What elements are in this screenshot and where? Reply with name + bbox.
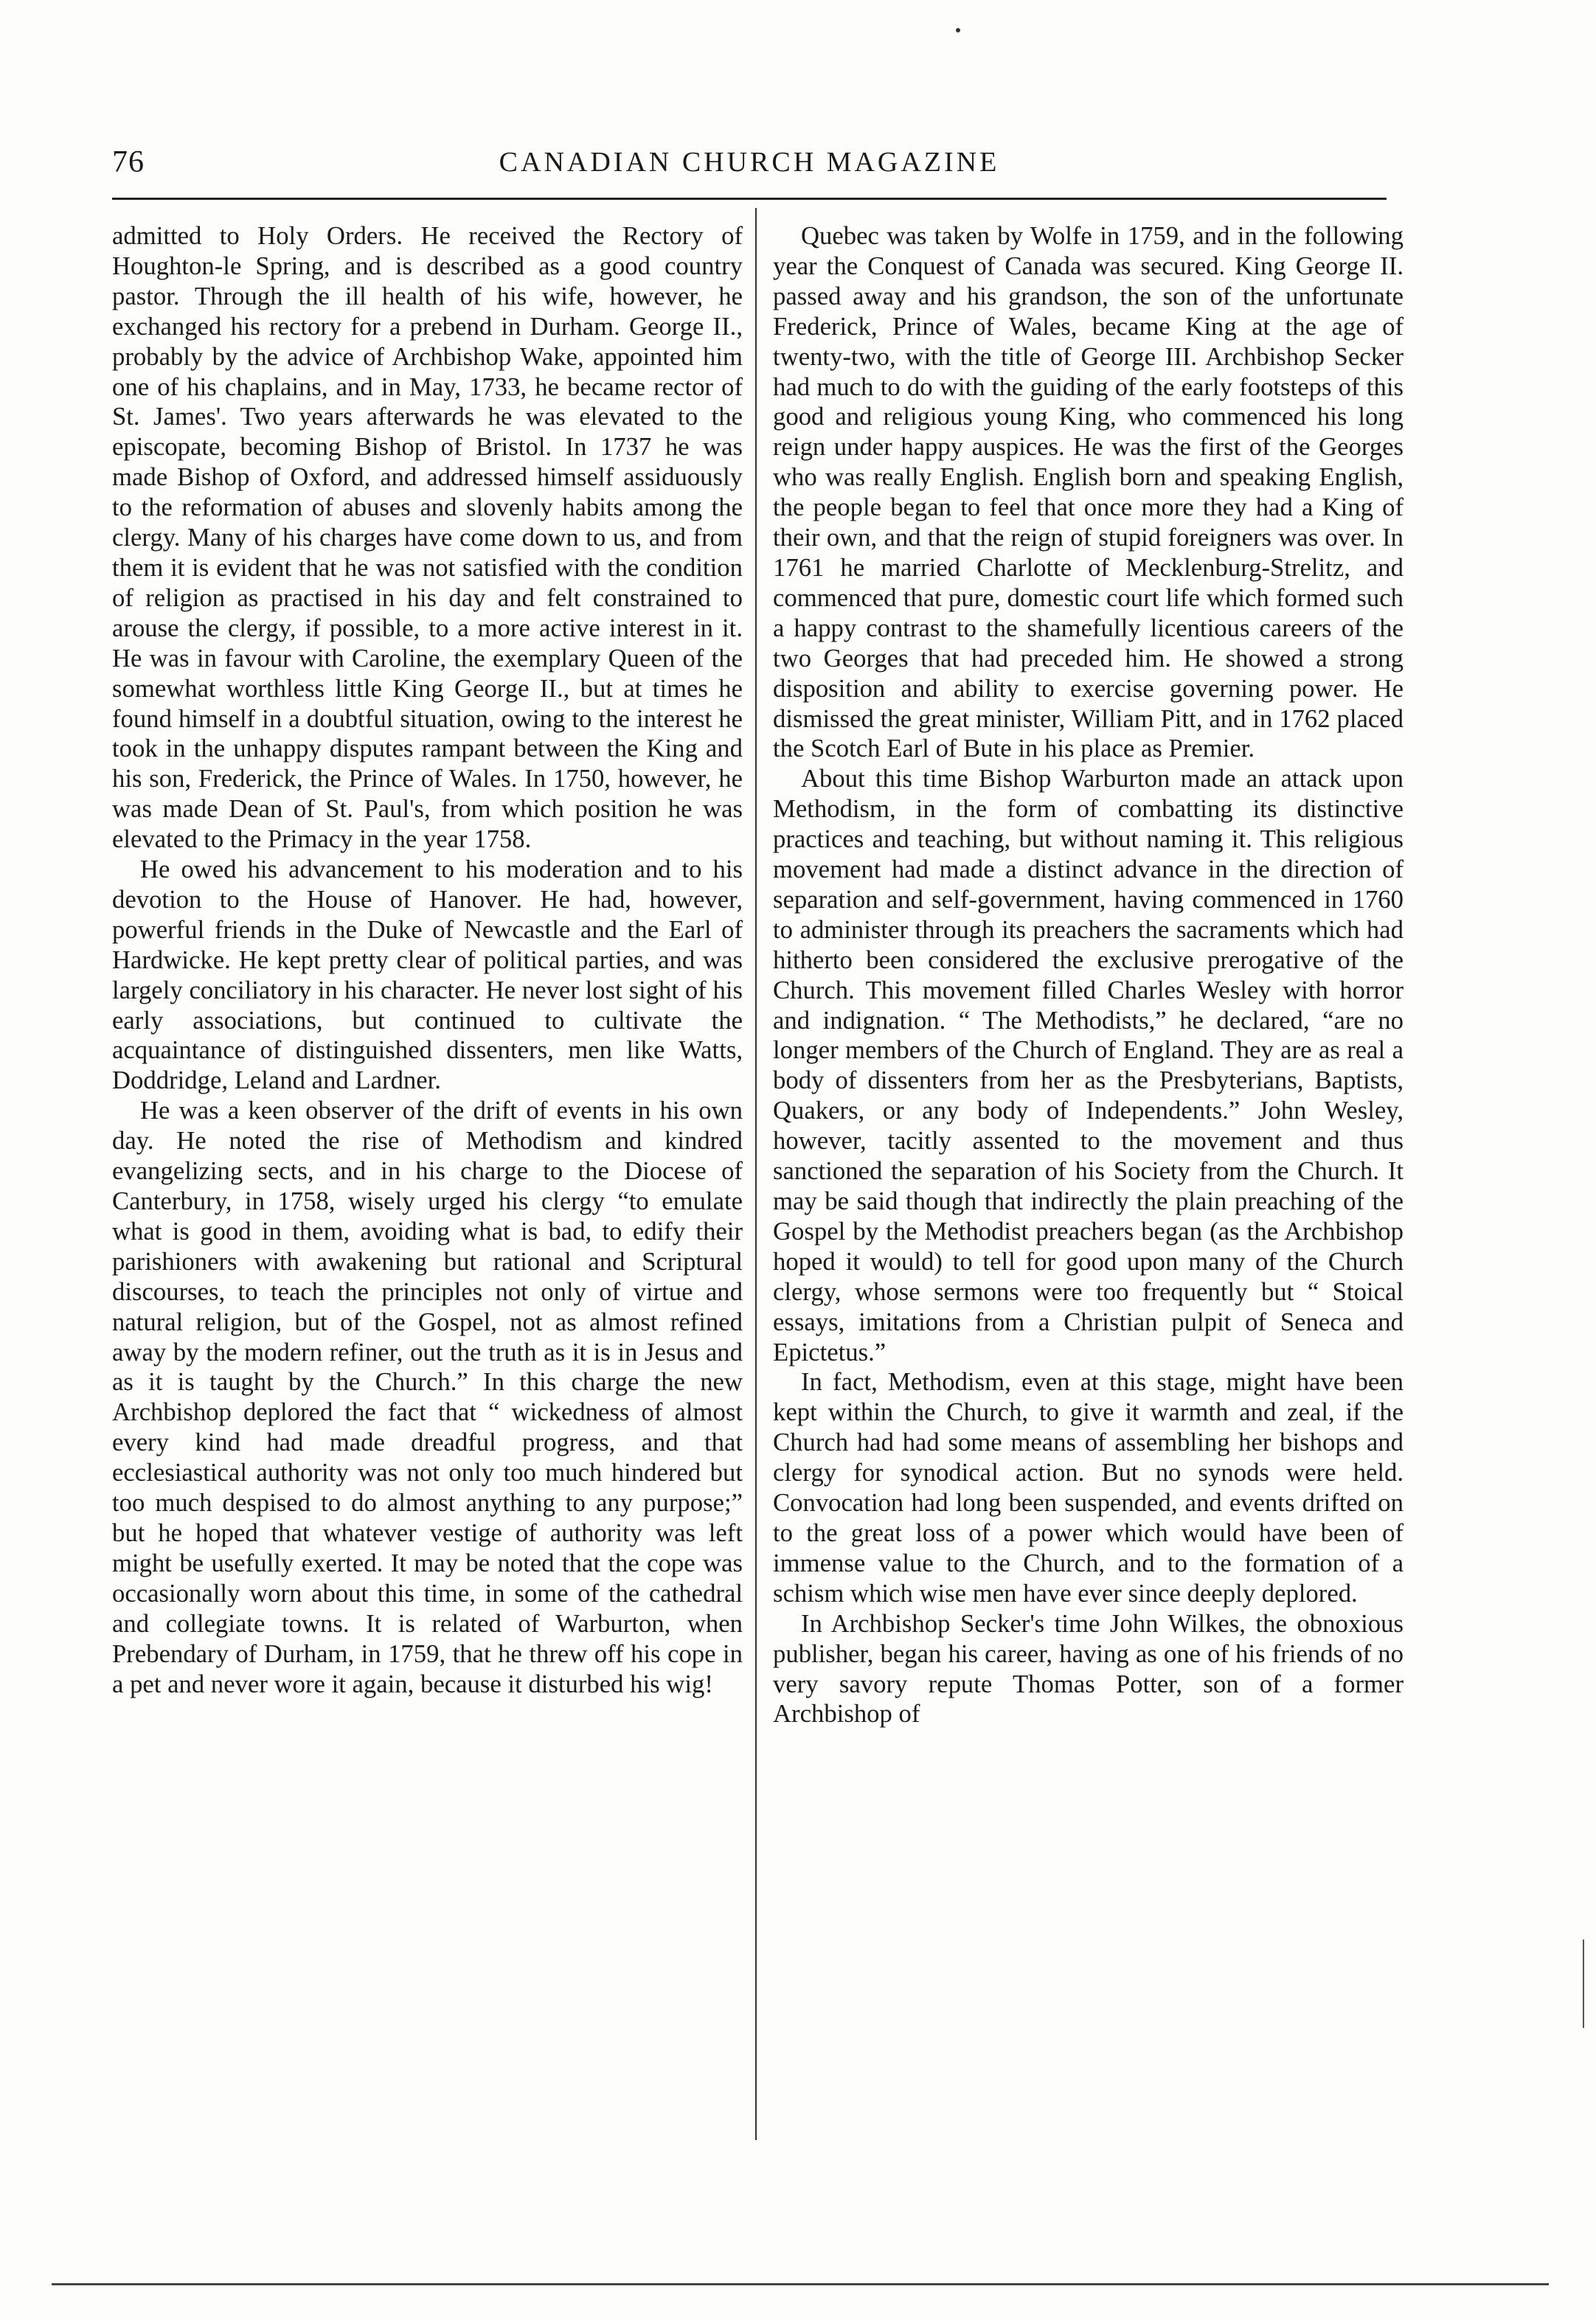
page-header (112, 145, 1387, 189)
paragraph: Quebec was taken by Wolfe in 1759, and in the following year the Conquest of Canada was secured. King George II. passed away and his grandson, the son of the unfortunate Frederick, Prince of Wales, became King at the age of twenty-two, with the title of George III. Archbishop Secker had much to do with the guiding of the early footsteps of this good and religious young King, who commenced his long reign under happy auspices. He was the first of the Georges who was really English. English born and speaking English, the people began to feel that once more they had a King of their own, and that the reign of stupid foreigners was over. In 1761 he married Charlotte of Mecklenburg-Strelitz, and commenced that pure, domestic court life which formed such a happy contrast to the shamefully licentious careers of the two Georges that had preceded him. He showed a strong disposition and ability to exercise governing power. He dismissed the great minister, William Pitt, and in 1762 placed the Scotch Earl of Bute in his place as Premier. (773, 221, 1404, 763)
stray-ink-dot (956, 28, 960, 32)
paragraph: admitted to Holy Orders. He received the Rectory of Houghton-le Spring, and is described as a good country pastor. Through the ill health of his wife, however, he exchanged his rectory for a prebend in Durham. George II., probably by the advice of Archbishop Wake, appointed him one of his chaplains, and in May, 1733, he became rector of St. James'. Two years afterwards he was elevated to the episcopate, becoming Bishop of Bristol. In 1737 he was made Bishop of Oxford, and addressed himself assiduously to the reformation of abuses and slovenly habits among the clergy. Many of his charges have come down to us, and from them it is evident that he was not satisfied with the condition of religion as practised in his day and felt constrained to arouse the clergy, if possible, to a more active interest in it. He was in favour with Caroline, the exemplary Queen of the somewhat worthless little King George II., but at times he found himself in a doubtful situation, owing to the interest he took in the unhappy disputes rampant between the King and his son, Frederick, the Prince of Wales. In 1750, however, he was made Dean of St. Paul's, from which position he was elevated to the Primacy in the year 1758. (112, 221, 743, 854)
column-divider (755, 208, 757, 2140)
paragraph: He owed his advancement to his moderation and to his devotion to the House of Hanover. He had, however, powerful friends in the Duke of Newcastle and the Earl of Hardwicke. He kept pretty clear of political parties, and was largely conciliatory in his character. He never lost sight of his early associations, but continued to cultivate the acquaintance of distinguished dissenters, men like Watts, Doddridge, Leland and Lardner. (112, 855, 743, 1095)
header-rule (112, 198, 1387, 200)
paragraph: In Archbishop Secker's time John Wilkes, the obnoxious publisher, began his career, having as one of his friends of no very savory repute Thomas Potter, son of a former Archbishop of (773, 1608, 1404, 1729)
margin-mark (1583, 1939, 1584, 2028)
running-head: CANADIAN CHURCH MAGAZINE (499, 147, 1000, 178)
paragraph: About this time Bishop Warburton made an attack upon Methodism, in the form of combatting its distinctive practices and teaching, but without naming it. This religious movement had made a distinct advance in the direction of separation and self-government, having commenced in 1760 to administer through its preachers the sacraments which had hitherto been considered the exclusive prerogative of the Church. This movement filled Charles Wesley with horror and indignation. “ The Methodists,” he declared, “are no longer members of the Church of England. They are as real a body of dissenters from her as the Presbyterians, Baptists, Quakers, or any body of Independents.” John Wesley, however, tacitly assented to the movement and thus sanctioned the separation of his Society from the Church. It may be said though that indirectly the plain preaching of the Gospel by the Methodist preachers began (as the Archbishop hoped it would) to tell for good upon many of the Church clergy, whose sermons were too frequently but “ Stoical essays, imitations from a Christian pulpit of Seneca and Epictetus.” (773, 764, 1404, 1366)
paragraph: In fact, Methodism, even at this stage, might have been kept within the Church, to give it warmth and zeal, if the Church had had some means of assembling her bishops and clergy for synodical action. But no synods were held. Convocation had long been suspended, and events drifted on to the great loss of a power which would have been of immense value to the Church, and to the formation of a schism which wise men have ever since deeply deplored. (773, 1367, 1404, 1608)
page-number: 76 (112, 145, 145, 179)
right-column (773, 221, 1404, 1729)
paragraph: He was a keen observer of the drift of events in his own day. He noted the rise of Methodism and kindred evangelizing sects, and in his charge to the Diocese of Canterbury, in 1758, wisely urged his clergy “to emulate what is good in them, avoiding what is bad, to edify their parishioners with awakening but rational and Scriptural discourses, to teach the principles not only of virtue and natural religion, but of the Gospel, not as almost refined away by the modern refiner, out the truth as it is in Jesus and as it is taught by the Church.” In this charge the new Archbishop deplored the fact that “ wickedness of almost every kind had made dreadful progress, and that ecclesiastical authority was not only too much hindered but too much despised to do almost anything to any purpose;” but he hoped that whatever vestige of authority was left might be usefully exerted. It may be noted that the cope was occasionally worn about this time, in some of the cathedral and collegiate towns. It is related of Warburton, when Prebendary of Durham, in 1759, that he threw off his cope in a pet and never wore it again, because it disturbed his wig! (112, 1096, 743, 1698)
footer-rule (52, 2283, 1549, 2285)
left-column (112, 221, 743, 1699)
